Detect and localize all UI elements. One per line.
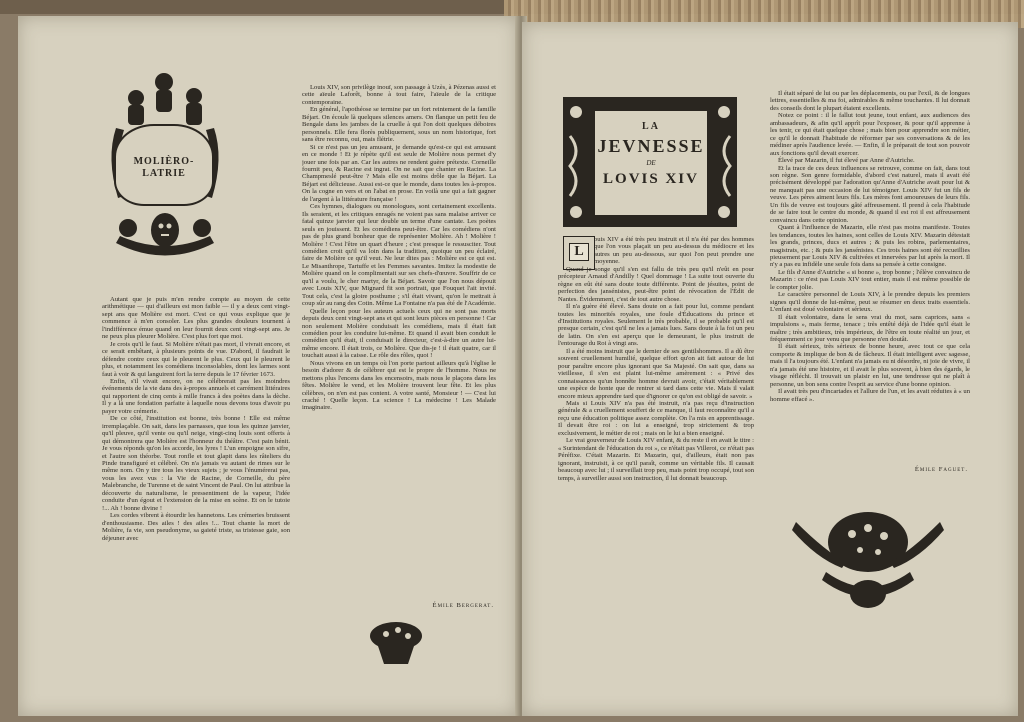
paragraph: Je crois qu'il le faut. Si Molière n'était pas mort, il vivrait encore, et ce serait embêtant, à plusieurs points de vue. D'abord, il faudrait le défendre contre ceux qui le pleurent le plus. Ceux qui le pleurent le plus, et notamment les comédiens inconsolables, dont les larmes sont faut à voir & qui languirent fort la terre depuis le 17 février 1673. bbox=[102, 340, 290, 378]
paragraph: Le vrai gouverneur de Louis XIV enfant, & du reste il en avait le titre : « Surintendant de l'éducation du roi », ce n'était pas Villeroi, ce n'était pas Péréfixe. C'était Mazarin. Et Mazarin, qui, d'ailleurs, était non pas ignorant, instruisit, à ce qu'il paraît, comme un véritable fils. Il causait beaucoup avec lui ; il surveillait trop peu, mais point trop occupé, tout son temps, à surveiller aussi son instruction, il lui donnait beaucoup. bbox=[558, 437, 754, 482]
title-de: DE bbox=[646, 159, 656, 167]
trophy-ornament-image bbox=[786, 502, 950, 620]
signature-faguet: Émile Faguet. bbox=[914, 466, 968, 473]
right-column-1 bbox=[558, 236, 754, 706]
paragraph: Notez ce point : il le fallut tout jeune, tout enfant, aux audiences des ambassadeurs, & afin qu'il apprît pour l'exposer, & pour qu'il apprenne à les tenir, ce qui était quelque chose ; mais bien pour apprendre son métier, ce qu'il le donnait l'habitude de réformer par ses conversations & de les médiner après l'audience levée. — Enfin, il le préparait de tout son pouvoir aux fonctions qu'il devait exercer. bbox=[770, 112, 970, 157]
paragraph: Si ce n'est pas un jeu amusant, je demande qu'est-ce qui est amusant en ce monde ! Et je répète qu'il est seule de Molière nous permet d'y jouer une fois par an. Car les autres ne rendent guère prétexte. Corneille fournit peu, & Racine est ingrat. On ne sait que chanter en Racine. La Champmeslé peut-être ? Mais elle est moins drôle que la Béjart. La Béjart est délicieuse. Aussi est-ce que le monde, dans toutes les à-propos. On la cogne en vers et on l'abat en prose. En voilà une qui a fait gagner de l'argent à la littérature française ! bbox=[302, 143, 496, 203]
paragraph: Louis XIV, son privilège inouï, son passage à Uzès, à Pézenas aussi et cette aïeule Laforêt, bonne à tout faire, l'aïeule de la critique contemporaine. bbox=[302, 84, 496, 106]
right-page bbox=[522, 22, 1018, 716]
left-page bbox=[18, 16, 518, 716]
paragraph: Le caractère personnel de Louis XIV, à le prendre depuis les premiers signes qu'il donne de lui-même, peut se résumer en deux traits essentiels. L'enfant est doué volontaire et sérieux. bbox=[770, 291, 970, 314]
paragraph: Il n'a guère été élevé. Sans doute on a fait pour lui, comme pendant toutes les minorités royales, une foule d'Éducations du prince et d'Institutions royales. Seulement le très probable, il se probable qu'il est presque certain, c'est qu'il ne les a jamais lues. Sans doute à la foi un peu de latin. On s'en est aperçu que le demeurant, le plus instruit de l'entourage du Roi à vingt ans. bbox=[558, 303, 754, 348]
paragraph: Le fils d'Anne d'Autriche « si bonne », trop bonne ; l'élève convaincu de Mazarin : ce n'est pas Louis XIV tout entier, mais il est même possible de le compter jolie. bbox=[770, 268, 970, 291]
drop-cap-letter: L bbox=[569, 243, 588, 261]
paragraph: Ces hymnes, dialogues ou monologues, sont certainement excellents. Ils seraient, et les critiques enragés ne voient pas sans malaise arriver ce fatal quinze janvier qui leur double un terme d'une cantate. Les poètes seuls en jouissent. Et les comédiens peut-être. Car les comédiens n'ont pas de plus grand bonheur que de représenter Molière. Ah ! Molière ! Molière ! C'est l'être un quart d'heure ; c'est presque le ressusciter. Tout comédien croit qu'il va loin dans la tradition, quoique un peu éclairé, faire de Molière ce qu'il veut. Ne leur dites pas : Molière est ce qui est. Le Misanthrope, Tartuffe et les Femmes savantes. Imitez la modestie de Molière quand on le complimentait sur ses chefs-d'œuvre. Souffrir de ce qu'il a voulu, le cher martyr, de la Béjart. Savoir que l'on nous dépouit avec Louis XIV, que Mignard fit son portrait, que Fouquet l'ait invité. Tout cela, c'est la gloire posthume ; s'il était vivant, qu'on le mettrait à coup sûr au rang des Cotin. Même La Fontaine n'a pas été de l'Académie. bbox=[302, 203, 496, 308]
paragraph: Il était sérieux, très sérieux de bonne heure, avec tout ce que cela comporte & implique de bon & de fâcheux. Il était intelligent avec sagesse, mais il l'a toujours été. L'enfant n'a jamais eu ni désordre, ni joie de vivre, il n'a jamais été une histoire, et il avait le plus souvent, à bien des égards, le visage réfléchi. Il trouvait un plaisir en lui, une tendresse qui ne plaît à personne, un bon sens contre l'esprit au service d'une bonne opinion. bbox=[770, 343, 970, 388]
title-ornament bbox=[562, 96, 738, 228]
paragraph: Il a été moins instruit que le dernier de ses gentilshommes. Il a dû être souvent cruellement humilié, quelque effort qu'on ait fait autour de lui pour paraître encore plus ignorant que Sa Majesté. On sait que, dans sa vieillesse, il s'en est plaint lui-même amèrement : « Privé des connaissances qu'un honnête homme devrait avoir, c'était véritablement une espèce de honte que de rentrer si tard dans cette vie. Mais il valait encore mieux apprendre tard que d'ignorer ce qu'on est obligé de savoir. » bbox=[558, 347, 754, 400]
paragraph: Enfin, s'il vivait encore, on ne célébrerait pas les moindres événements de la vie dans des à-propos annuels et carrément littéraires qui rapportent de cinq cents à mille francs à des poètes dans la dèche. Il y a là une fondation parfaite à laquelle nous devons tous d'avoir pu payer votre crémerie. bbox=[102, 377, 290, 415]
title-panel bbox=[594, 110, 708, 216]
title-la: LA bbox=[642, 121, 660, 132]
moliere-cartouche bbox=[106, 68, 224, 260]
left-column-2 bbox=[302, 84, 496, 596]
paragraph: Les cordes vibrent à étourdir les hannetons. Les crémeries bruissent d'enthousiasme. Des ailes ! des ailes !... Tout chante la mort de Molière, fa vie, son pseudonyme, sa gaieté triste, sa tristesse gaie, son déjeuner avec bbox=[102, 512, 290, 542]
paragraph: Il était séparé de lui ou par les déplacements, ou par l'exil, & de longues lettres, essentielles & ma foi, admirables & même touchantes. Il lui donnait des conseils dont le plupart étaient excellents. bbox=[770, 90, 970, 112]
paragraph: Autant que je puis m'en rendre compte au moyen de cette arithmétique — qui d'ailleurs est mon faible — il y a deux cent vingt-sept ans que Molière est mort. C'est ce qui vous explique que je commence à m'en consoler. Les plus grandes douleurs tournent à l'indifférence émue quand on leur fournit deux cent vingt-sept ans. Je ne peux plus pleurer Molière. C'est plus fort que moi. bbox=[102, 296, 290, 341]
cartouche-label: MOLIÈRO- LATRIE bbox=[133, 156, 195, 179]
basket-ornament-image bbox=[366, 616, 426, 666]
paragraph: Quelle leçon pour les auteurs actuels ceux qui ne sont pas morts depuis deux cent vingt-sept ans et qui sont leurs pièces en personne ! Car non seulement Molière conduisait les comédiens, mais il était fait comédien pour les conduire lui-même. Et quand il avait bien conduit le comédien qu'il était, il conduisait le directeur, c'est-à-dire un autre lui-même encore. Il était trois, ce Molière. Que dis-je ! il était quatre, car il touchait aussi à la caisse. Le rôle des rôles, quoi ! bbox=[302, 307, 496, 360]
signature-bergerat: Émile Bergerat. bbox=[432, 602, 494, 609]
left-column-1 bbox=[102, 296, 290, 706]
title-jeunesse: JEVNESSE bbox=[597, 136, 705, 156]
paragraph: Nous vivons en un temps où l'on porte partout ailleurs qu'à l'église le besoin d'adorer & de célébrer qui est le propre de l'homme. Nous ne mettons plus l'encens dans les encensoirs, mais nous le plaçons dans les fêtes. Molière le vend, et les Molière trouvent leur fête. Et les plus célèbres, on n'en est pas content. A votre santé, Monsieur ! — C'est lui craché ! Quelle leçon. La science ! La médecine ! Les Malade imaginaire. bbox=[302, 359, 496, 412]
right-column-2 bbox=[770, 90, 970, 456]
paragraph: Quand je songe qu'il s'en est fallu de très peu qu'il n'eût en pour précepteur Arnaud d'Andilly ! Quel dommage ! La suite tout ouverte du règne en eût été sans doute toute différente. Point de jésuites, point de perfection des jansénistes, peut-être point de révocation de l'Édit de Nantes. Évidemment, c'est de tout autre chose. bbox=[558, 265, 754, 303]
paragraph: Mais si Louis XIV n'a pas été instruit, n'a pas reçu d'instruction générale & a cruellement souffert de ce manque, il faut reconnaître qu'il a reçu une éducation politique assez complète. On l'a mis en apprentissage. Il devait être roi : on lui a enseigné, trop strictement & trop exclusivement, le métier de roi ; mais on le lui a bien enseigné. bbox=[558, 399, 754, 437]
paragraph: En général, l'apothéose se termine par un fort reintement de la famille Béjart. On écoule là quelques silences amers. On flanque un petit feu de Bengale dans les jambes de la cruelle à qui l'on doit quelques déboires personnels. Elle fera florès publiquement, sous un nom historique, fort sans être reconnu, oui, mais flétrie. bbox=[302, 106, 496, 144]
paragraph: De ce côté, l'institution est bonne, très bonne ! Elle est même irremplaçable. On sait, dans les parnasses, que tous les quinze janvier, qu'il pleuve, qu'il vente ou qu'il neige, vingt-cinq louis sont offerts à qui démontrera que Molière est l'honneur du théâtre. C'est pain bénit. Je vous réponds qu'on les accorde, les lyres ! L'un empoigne son sifre, et l'autre son théorbe. Tout ronfle et tout glapit dans les râteliers du Pinde transfiguré et célébré. On n'a jamais vu autant de rimes sur le même nom. On y tire tous les vieux sujets ; je vous l'énumérerai pas, vous les avez vus : la Vie de Racine, de Corneille, du père Malebranche, de Turenne et de saint Vincent de Paul. On lui attribue la découverte du naturalisme, le pressentiment de la vapeur, l'idée conduite d'un égout et l'extension de la mise en scène. Et on le tutoie !... Ah ! bonne divine ! bbox=[102, 415, 290, 512]
paragraph: Il était volontaire, dans le sens vrai du mot, sans caprices, sans « impulsions », mais ferme, tenace ; très entêté déjà de l'idée qu'il était le maître ; très ambitieux, très impérieux, de l'être en toute réalité un jour, et fréquemment ce jour venu que personne n'en doutât. bbox=[770, 313, 970, 343]
paragraph: Et la trace de ces deux influences se retrouve, comme on fait, dans tout son règne. Son genre formidable, d'abord c'est naturel, mais il avait été précisément développé par l'adoration qu'Anne d'Autriche avait pour lui & ne manquait pas une occasion de lui témoigner. Louis XIV fut un fils de veuve. Les pères aiment leurs fils. Les mères font amoureuses de leurs fils. Un fils de veuve est toujours gâté affreusement. Il prend à cela l'habitude de se faire tout le centre du monde, & quand il est roi il est affreusement convaincu dans cette opinion. bbox=[770, 164, 970, 224]
title-louis: LOVIS XIV bbox=[603, 171, 699, 187]
paragraph: Il avait très peu d'incartades et l'allure de l'un, et les avait réduites à « un homme effacé ». bbox=[770, 388, 970, 403]
paragraph: Quant à l'influence de Mazarin, elle n'est pas moins manifeste. Toutes les tendances, toutes les haines, sont celles de Louis XIV. Mazarin détestait les grands, princes, ducs et autres ; & puis les robins, parlementaires, magistrats, etc. ; & puis les jansénistes. Ces trois haines sont été recueillies pieusement par Louis XIV & cultivées et innervées par lui après la mort. Il n'y a pas eu infidèle une seule fois dans sa pensée à cette consigne. bbox=[770, 224, 970, 269]
paragraph: ouis XIV a été très peu instruit et il n'a été par des hommes que l'on vous plaçait un peu au-dessus du médiocre et les autres un peu au-dessous, sur quoi l'on peut prendre une moyenne. bbox=[594, 236, 754, 266]
paragraph: Élevé par Mazarin, il fut élevé par Anne d'Autriche. bbox=[778, 157, 915, 165]
